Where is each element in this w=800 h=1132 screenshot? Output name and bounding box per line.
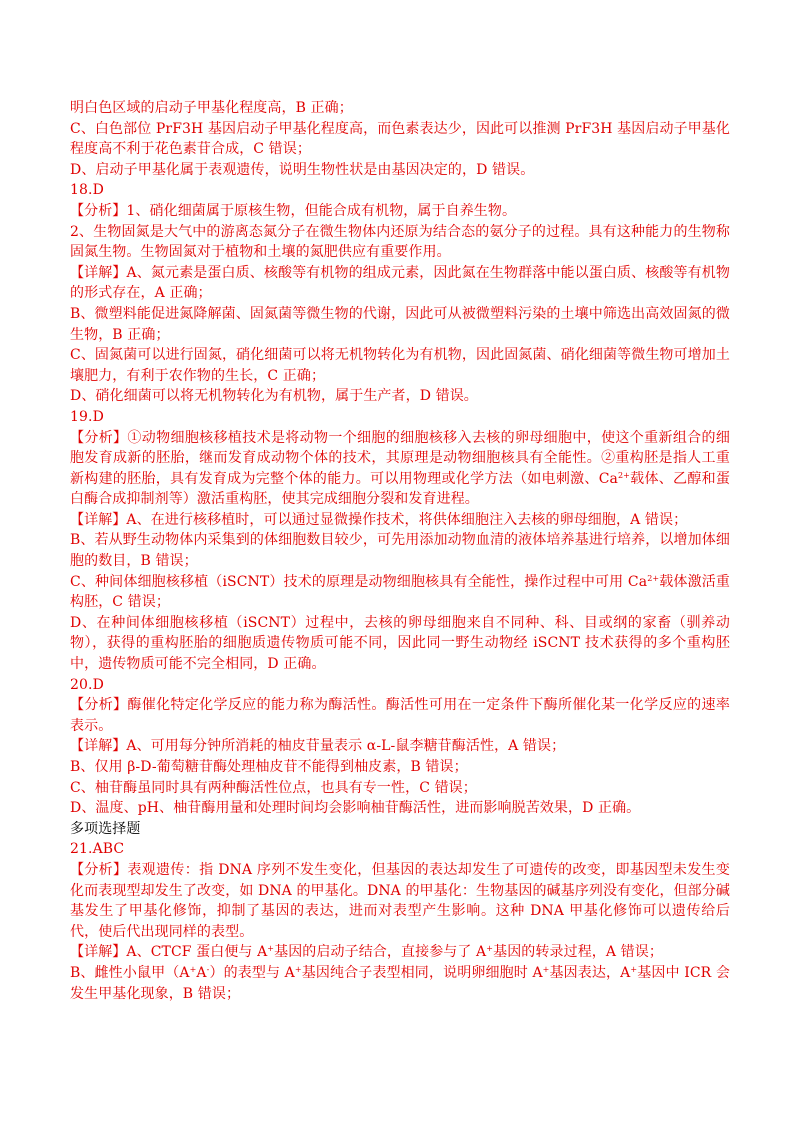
text-line: D、硝化细菌可以将无机物转化为有机物，属于生产者，D 错误。 (70, 388, 478, 405)
text-run: 基因纯合子表型相同，说明卵细胞时 A (301, 964, 543, 981)
section-heading: 多项选择题 (70, 820, 141, 837)
text-line: D、温度、pH、柚苷酶用量和处理时间均会影响柚苷酶活性，进而影响脱苦效果，D 正确。 (70, 800, 641, 817)
text-line: B、微塑料能促进氮降解菌、固氮菌等微生物的代谢，因此可从被微塑料污染的土壤中筛选出高效固氮的微生物，B 正确； (70, 305, 730, 343)
superscript: + (486, 944, 494, 954)
superscript: + (189, 964, 197, 974)
superscript: 2+ (617, 470, 630, 480)
superscript: + (630, 964, 638, 974)
text-run: 载体、乙醇和蛋白酶合成抑制剂等）激活重构胚，使其完成细胞分裂和发育进程。 (70, 470, 730, 508)
text-run: 基因中 ICR 会发生甲基化现象，B 错误； (70, 964, 730, 1002)
text-line: 明白色区域的启动子甲基化程度高，B 正确； (70, 100, 353, 116)
text-run: 【详解】A、CTCF 蛋白便与 A (70, 944, 268, 961)
analysis-paragraph (70, 428, 730, 510)
question-number: 19.D (70, 408, 104, 425)
text-run: B、雌性小鼠甲（A (70, 964, 190, 981)
detail-paragraph (70, 942, 730, 963)
analysis-paragraph: 【分析】表观遗传：指 DNA 序列不发生变化，但基因的表达却发生了可遗传的改变，即基因型未发生变化而表现型却发生了改变，如 DNA 的甲基化。DNA 的甲基化：生物基因的碱基序列没有变化，但部分碱基发生了甲基化修饰，抑制了基因的表达，进而对表型产生影响。这种 DNA 甲基化修饰可以遗传给后代，使后代出现同样的表型。 (70, 861, 730, 940)
question-number: 18.D (70, 182, 104, 199)
text-run: 基因的转录过程，A 错误； (493, 944, 663, 961)
question-number: 20.D (70, 676, 104, 693)
superscript: + (267, 944, 275, 954)
text-line: C、固氮菌可以进行固氮，硝化细菌可以将无机物转化为有机物，因此固氮菌、硝化细菌等微生物可增加土壤肥力，有利于农作物的生长，C 正确； (70, 347, 730, 384)
superscript: + (294, 964, 302, 974)
question-number: 21.ABC (70, 841, 125, 858)
text-run: 载体激活重构胚，C 错误； (70, 573, 730, 611)
text-line (70, 572, 730, 613)
text-line: D、在种间体细胞核移植（iSCNT）过程中，去核的卵母细胞来自不同种、科、目或纲的家畜（驯养动物），获得的重构胚胎的细胞质遗传物质可能不同，因此同一野生动物经 iSCNT 技术获得的多个重构胚中，遗传物质可能不完全相同，D 正确。 (70, 614, 730, 673)
text-run: 【分析】①动物细胞核移植技术是将动物一个细胞的细胞核移入去核的卵母细胞中，使这个重新组合的细胞发育成新的胚胎，继而发育成动物个体的技术，其原理是动物细胞核具有全能性。②重构胚是指人工重新构建的胚胎，具有发育成为完整个体的能力。可以用物理或化学方法（如电刺激、Ca (70, 429, 730, 487)
text-run: A (196, 964, 207, 981)
text-line: B、仅用 β-D-葡萄糖苷酶处理柚皮苷不能得到柚皮素，B 错误； (70, 759, 468, 775)
detail-paragraph: 【详解】A、可用每分钟所消耗的柚皮苷量表示 α-L-鼠李糖苷酶活性，A 错误； (70, 738, 566, 755)
text-line: 2、生物固氮是大气中的游离态氮分子在微生物体内还原为结合态的氨分子的过程。具有这种能力的生物称固氮生物。生物固氮对于植物和土壤的氮肥供应有重要作用。 (70, 223, 730, 261)
text-line (70, 963, 730, 1004)
superscript: 2+ (647, 573, 660, 583)
superscript: + (542, 964, 550, 974)
text-run: ）的表型与 A (209, 964, 295, 981)
text-run: 基因的启动子结合，直接参与了 A (274, 944, 487, 961)
text-line: C、白色部位 PrF3H 基因启动子甲基化程度高，而色素表达少，因此可以推测 PrF3H 基因启动子甲基化程度高不利于花色素苷合成，C 错误； (70, 120, 730, 158)
text-line: C、柚苷酶虽同时具有两种酶活性位点，也具有专一性，C 错误； (70, 779, 477, 796)
analysis-paragraph: 【分析】1、硝化细菌属于原核生物，但能合成有机物，属于自养生物。 (70, 202, 517, 219)
text-line: B、若从野生动物体内采集到的体细胞数目较少，可先用添加动物血清的液体培养基进行培养，以增加体细胞的数目，B 错误； (70, 532, 730, 570)
text-run: 基因表达，A (549, 964, 631, 981)
text-line: D、启动子甲基化属于表观遗传，说明生物性状是由基因决定的，D 错误。 (70, 161, 535, 178)
text-run: C、种间体细胞核移植（iSCNT）技术的原理是动物细胞核具有全能性，操作过程中可用 Ca (70, 573, 648, 590)
superscript: - (206, 964, 210, 974)
detail-paragraph: 【详解】A、氮元素是蛋白质、核酸等有机物的组成元素，因此氮在生物群落中能以蛋白质、核酸等有机物的形式存在，A 正确； (70, 264, 730, 302)
detail-paragraph: 【详解】A、在进行核移植时，可以通过显微操作技术，将供体细胞注入去核的卵母细胞，A 错误； (70, 511, 688, 528)
analysis-paragraph: 【分析】酶催化特定化学反应的能力称为酶活性。酶活性可用在一定条件下酶所催化某一化学反应的速率表示。 (70, 697, 730, 734)
